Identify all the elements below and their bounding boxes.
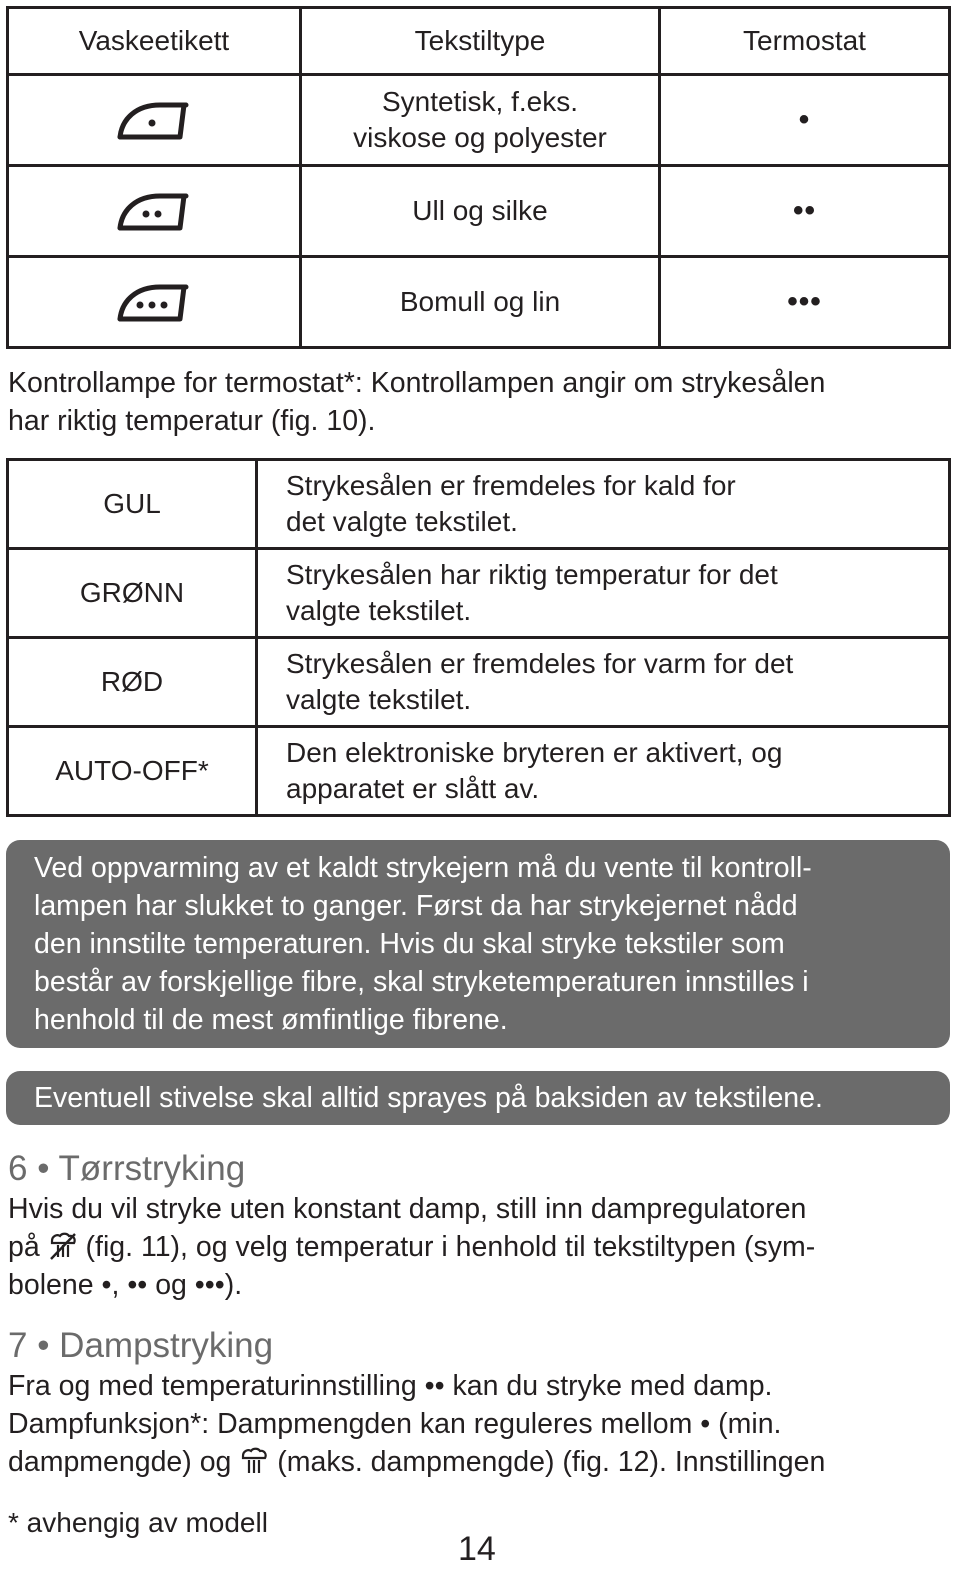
care-symbol-cell <box>8 75 301 166</box>
steam-ironing-paragraph <box>8 1367 953 1481</box>
text-line: valgte tekstilet. <box>286 595 472 626</box>
lamp-status-table <box>6 458 951 817</box>
header-care-label: Vaskeetikett <box>8 8 301 75</box>
lamp-color-label: GUL <box>8 460 257 549</box>
thermostat-dots: ••• <box>787 285 822 318</box>
lamp-description <box>257 638 950 727</box>
header-thermostat: Termostat <box>660 8 950 75</box>
lamp-row <box>8 638 950 727</box>
thermostat-dots: •• <box>792 194 816 227</box>
care-table-row <box>8 166 950 257</box>
max-steam-icon <box>239 1446 269 1476</box>
textile-line: Bomull og lin <box>399 286 561 317</box>
text-line: Ved oppvarming av et kaldt strykejern må du vente til kontroll- <box>34 852 812 884</box>
text-line: Strykesålen er fremdeles for kald for <box>286 470 736 501</box>
text-fragment: dampmengde) og <box>8 1446 232 1478</box>
lamp-intro-paragraph <box>8 364 953 440</box>
lamp-description <box>257 549 950 638</box>
text-line: Kontrollampe for termostat*: Kontrollampen angir om strykesålen <box>8 367 826 399</box>
lamp-description <box>257 727 950 816</box>
text-fragment: (maks. dampmengde) (fig. 12). Innstillingen <box>277 1446 826 1478</box>
text-line: valgte tekstilet. <box>286 684 472 715</box>
textile-type-cell <box>301 166 660 257</box>
lamp-row <box>8 727 950 816</box>
textile-type-cell <box>301 257 660 348</box>
starch-note-box <box>6 1071 950 1125</box>
section-heading-steam-ironing: 7 • Dampstryking <box>8 1326 274 1365</box>
lamp-color-label: RØD <box>8 638 257 727</box>
lamp-row <box>8 460 950 549</box>
lamp-row <box>8 549 950 638</box>
lamp-color-label: AUTO-OFF* <box>8 727 257 816</box>
care-symbol-cell <box>8 257 301 348</box>
thermostat-dots: • <box>798 103 811 136</box>
text-line <box>8 1228 953 1266</box>
care-table-row <box>8 75 950 166</box>
text-fragment: (fig. 11), og velg temperatur i henhold til tekstiltypen (sym- <box>85 1231 816 1263</box>
care-table-header-row <box>8 8 950 75</box>
text-line: henhold til de mest ømfintlige fibrene. <box>34 1004 508 1036</box>
textile-line: viskose og polyester <box>353 122 607 153</box>
text-line: den innstilte temperaturen. Hvis du skal stryke tekstiler som <box>34 928 785 960</box>
text-line: Strykesålen er fremdeles for varm for det <box>286 648 794 679</box>
iron-three-dots-icon <box>116 273 192 323</box>
textile-type-cell <box>301 75 660 166</box>
lamp-color-label: GRØNN <box>8 549 257 638</box>
lamp-description <box>257 460 950 549</box>
text-fragment: på <box>8 1231 40 1263</box>
text-line: Eventuell stivelse skal alltid sprayes på baksiden av tekstilene. <box>34 1082 823 1114</box>
text-line: det valgte tekstilet. <box>286 506 518 537</box>
text-line: bolene •, •• og •••). <box>8 1269 243 1301</box>
textile-line: Syntetisk, f.eks. <box>381 86 579 117</box>
no-steam-icon <box>48 1231 78 1261</box>
text-line: har riktig temperatur (fig. 10). <box>8 405 376 437</box>
heating-note-box <box>6 840 950 1048</box>
care-symbol-cell <box>8 166 301 257</box>
text-line: lampen har slukket to ganger. Først da har strykejernet nådd <box>34 890 798 922</box>
care-table-row <box>8 257 950 348</box>
iron-one-dot-icon <box>116 91 192 141</box>
text-line: Den elektroniske bryteren er aktivert, og <box>286 737 783 768</box>
section-heading-dry-ironing: 6 • Tørrstryking <box>8 1149 246 1188</box>
iron-two-dots-icon <box>116 182 192 232</box>
text-line: består av forskjellige fibre, skal stryketemperaturen innstilles i <box>34 966 809 998</box>
text-line: apparatet er slått av. <box>286 773 540 804</box>
text-line: Dampfunksjon*: Dampmengden kan reguleres mellom • (min. <box>8 1408 782 1440</box>
thermostat-cell <box>660 166 950 257</box>
thermostat-cell <box>660 257 950 348</box>
header-textile-type: Tekstiltype <box>301 8 660 75</box>
textile-line: Ull og silke <box>412 195 548 226</box>
text-line <box>8 1443 953 1481</box>
care-label-table <box>6 6 951 349</box>
text-line: Fra og med temperaturinnstilling •• kan du stryke med damp. <box>8 1370 773 1402</box>
text-line: Strykesålen har riktig temperatur for det <box>286 559 778 590</box>
footnote: * avhengig av modell <box>8 1507 268 1538</box>
dry-ironing-paragraph <box>8 1190 953 1304</box>
thermostat-cell <box>660 75 950 166</box>
text-line: Hvis du vil stryke uten konstant damp, still inn dampregulatoren <box>8 1193 807 1225</box>
page-number: 14 <box>458 1530 496 1568</box>
